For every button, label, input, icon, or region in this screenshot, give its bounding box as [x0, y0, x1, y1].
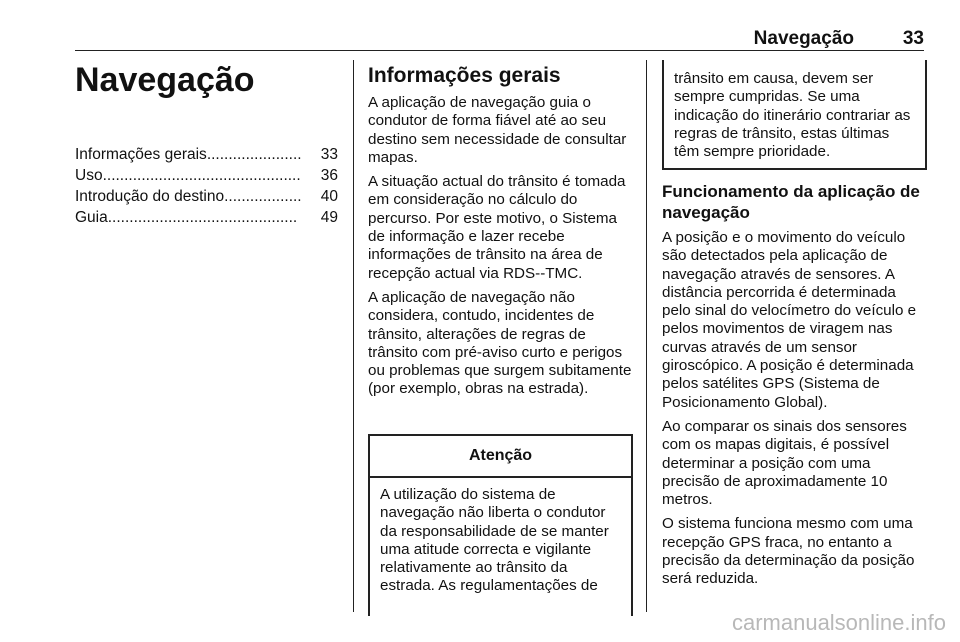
general-info-section	[368, 64, 634, 405]
paragraph: O sistema funciona mesmo com uma recepção GPS fraca, no entanto a precisão da determinação da posição será reduzida.	[662, 515, 915, 588]
toc-entry-page: 49	[320, 209, 338, 226]
toc-column	[75, 60, 338, 228]
toc-dots: ............................................	[107, 209, 298, 226]
toc-entry[interactable]	[75, 186, 338, 207]
toc-dots: ......................	[206, 146, 302, 163]
paragraph: A situação actual do trânsito é tomada em consideração no cálculo do percurso. Por este motivo, o Sistema de informação e lazer recebe informações de trânsito na área de recepção actual via RDS--TMC.	[368, 173, 626, 282]
toc-entry[interactable]	[75, 165, 338, 186]
navigation-function-section	[662, 181, 928, 595]
watermark: carmanualsonline.info	[731, 610, 946, 635]
toc-entry-title: Guia	[75, 209, 108, 226]
section-heading: Informações gerais	[368, 64, 561, 87]
paragraph: A posição e o movimento do veículo são detectados pela aplicação de navegação através de sensores. A distância percorrida é determinada pelo sinal do velocímetro do veículo e pelos movimentos de viragem nas curvas através de um sensor giroscópico. A posição é determinada pelos satélites GPS (Sistema de Posicionamento Global).	[662, 229, 917, 411]
page-header	[75, 26, 924, 51]
toc-entry-title: Introdução do destino	[75, 188, 225, 205]
toc-dots: ..............................................	[102, 167, 301, 184]
paragraph: A aplicação de navegação não considera, contudo, incidentes de trânsito, alterações de regras de trânsito com pré-aviso curto e perigos ou problemas que surgem subitamente (por exemplo, obras na estrada).	[368, 288, 632, 398]
paragraph: Ao comparar os sinais dos sensores com os mapas digitais, é possível determinar a posição com uma precisão de aproximadamente 10 metros.	[662, 417, 907, 509]
warning-text-continued: trânsito em causa, devem ser sempre cumpridas. Se uma indicação do itinerário contrariar as regras de trânsito, estas últimas têm sempre prioridade.	[674, 70, 911, 161]
column-divider	[353, 60, 354, 612]
warning-text: A utilização do sistema de navegação não liberta o condutor da responsabilidade de se manter uma atitude correcta e vigilante relativamente ao trânsito da estrada. As regulamentações de	[380, 486, 609, 595]
chapter-title: Navegação	[75, 61, 255, 99]
toc-entry-title: Uso	[75, 167, 103, 184]
toc-entry[interactable]	[75, 144, 338, 165]
header-title: Navegação	[753, 28, 854, 49]
warning-box-continued	[662, 60, 927, 170]
toc-dots: ..................	[224, 188, 302, 205]
toc-entry-title: Informações gerais	[75, 146, 207, 163]
warning-box	[368, 434, 633, 616]
toc-entry-page: 40	[320, 188, 338, 205]
paragraph: A aplicação de navegação guia o condutor de forma fiável até ao seu destino sem necessidade de consultar mapas.	[368, 94, 627, 166]
toc-entry-page: 33	[320, 146, 338, 163]
section-heading: Funcionamento da aplicação de navegação	[662, 182, 920, 222]
toc-entry-page: 36	[320, 167, 338, 184]
page-number: 33	[902, 28, 924, 49]
toc-entry[interactable]	[75, 207, 338, 228]
warning-heading: Atenção	[370, 436, 631, 478]
column-divider	[646, 60, 647, 612]
